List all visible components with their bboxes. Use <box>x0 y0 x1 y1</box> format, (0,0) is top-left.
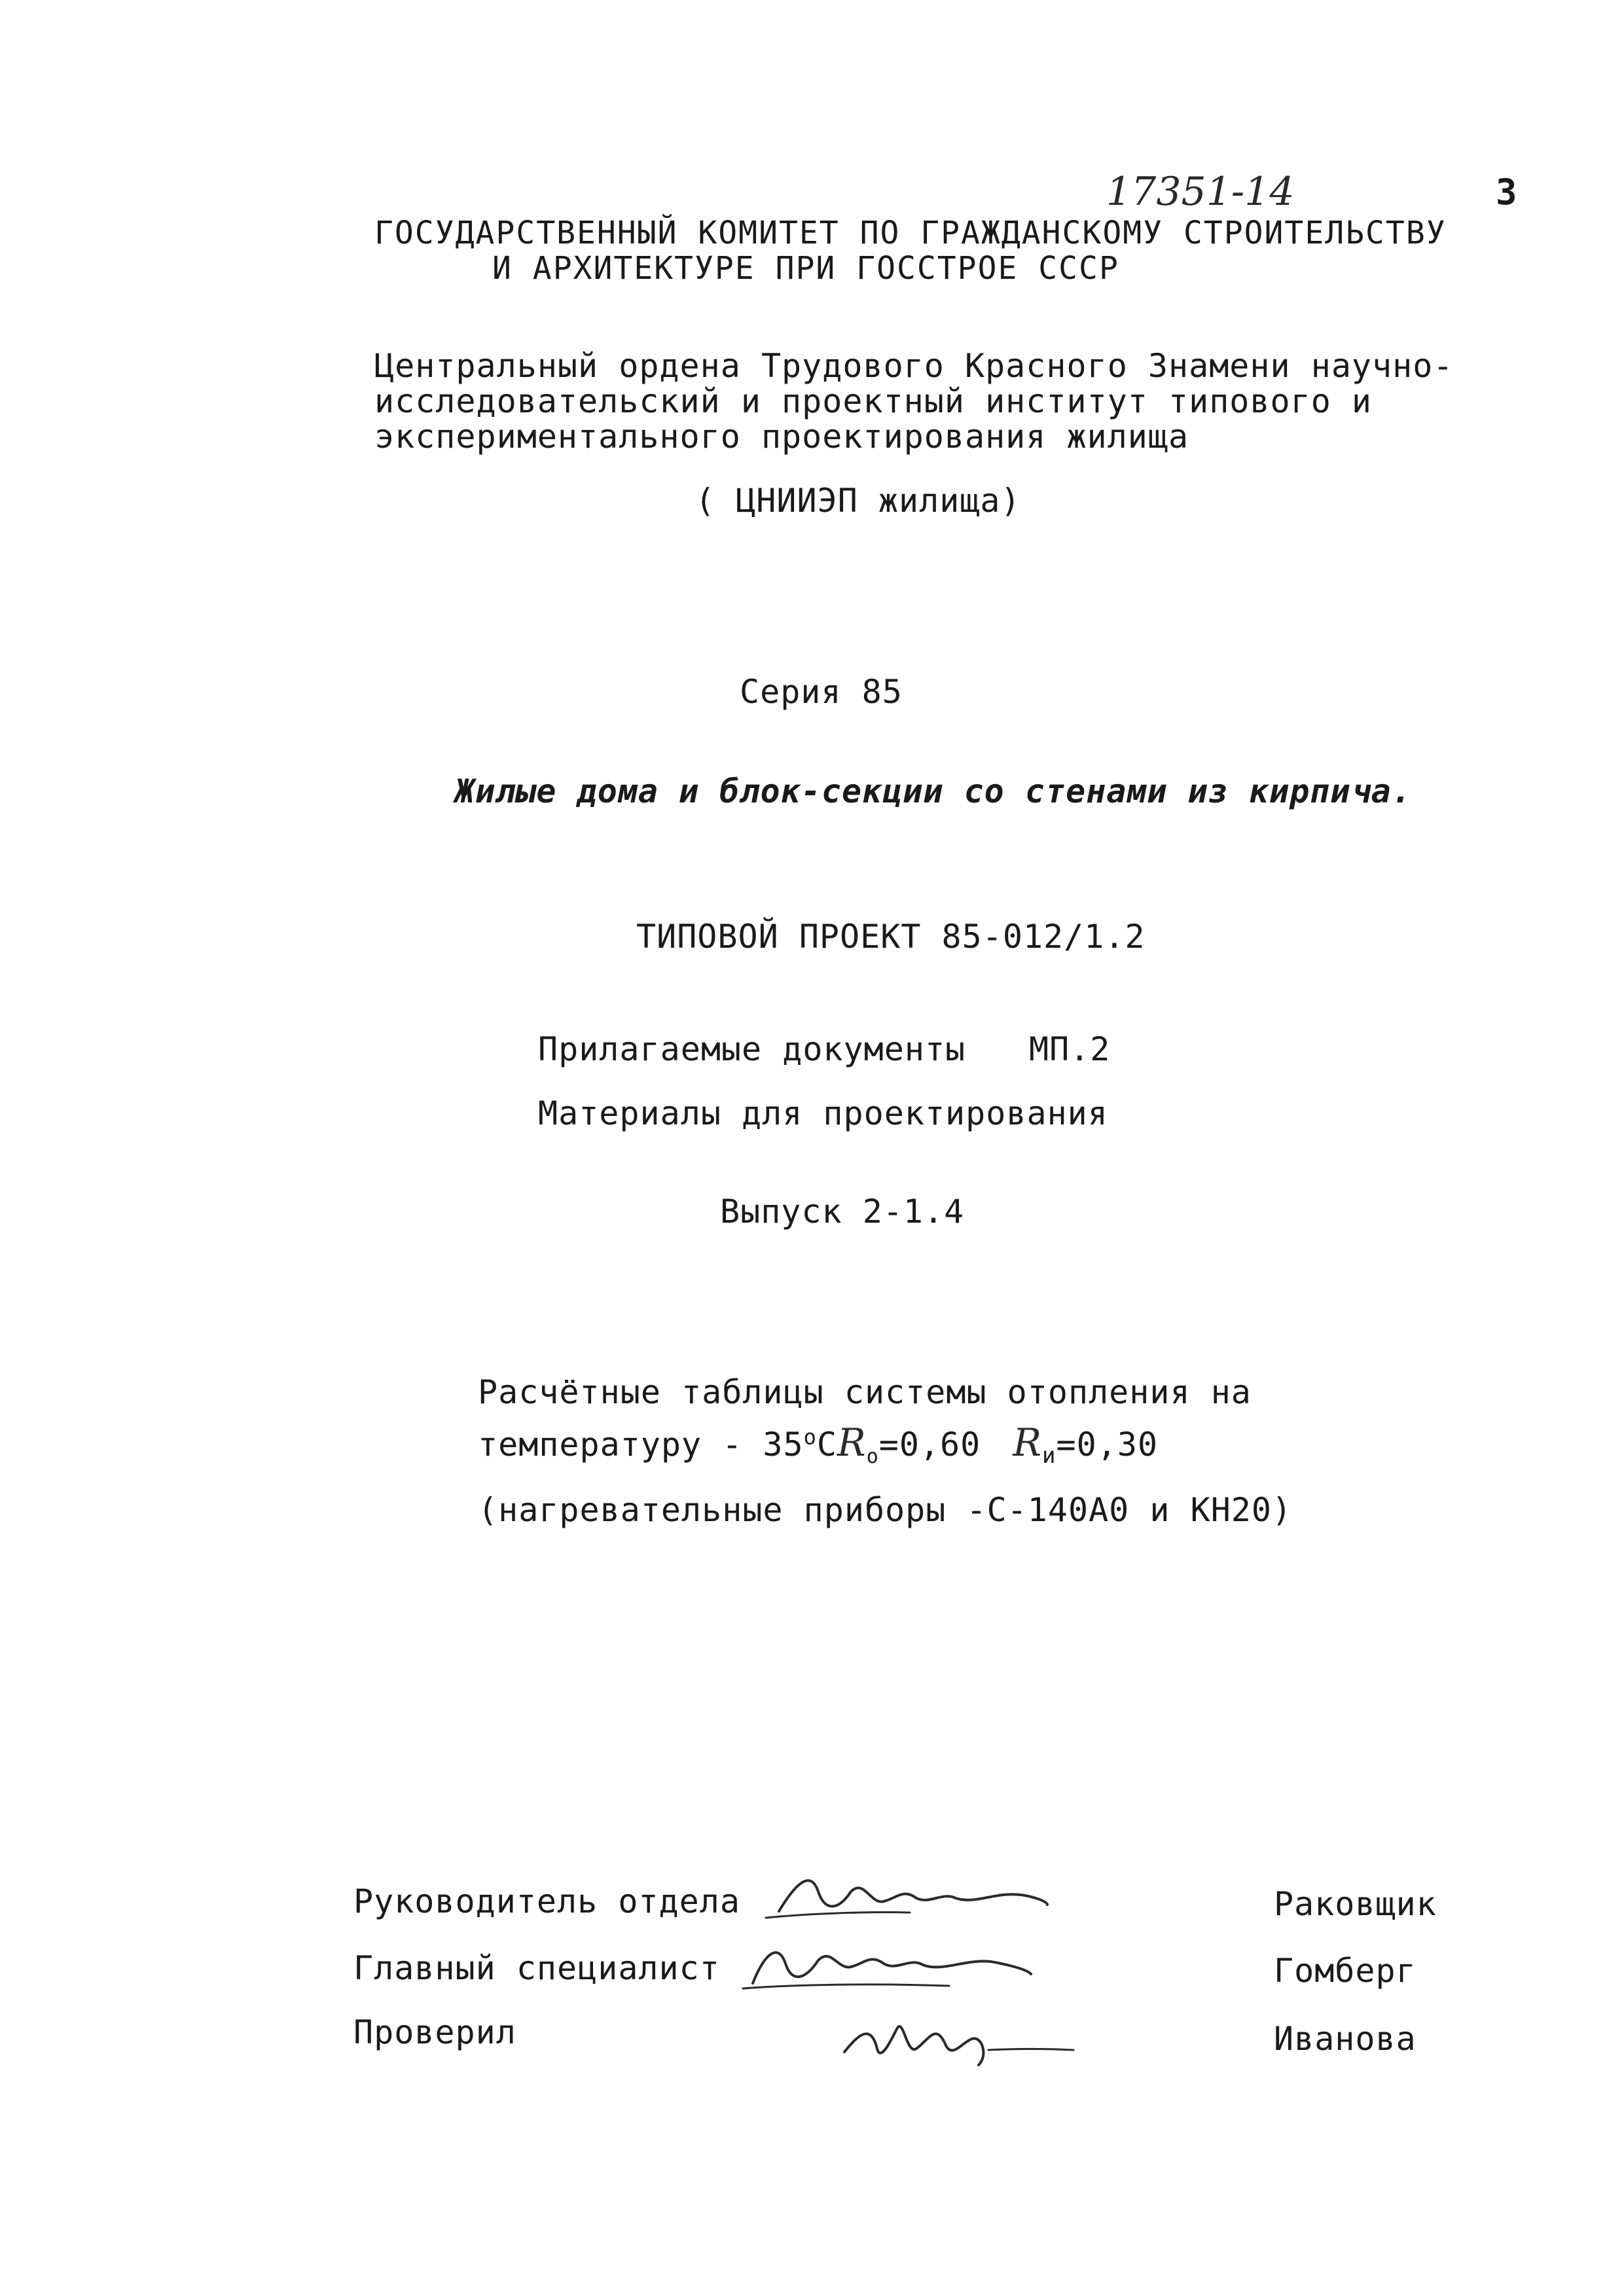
signature-name-1: Раковщик <box>1274 1885 1437 1923</box>
institute-abbreviation: ( ЦНИИЭП жилища) <box>695 482 1021 520</box>
description-line2 <box>478 1420 1158 1469</box>
handwritten-signature-1 <box>759 1865 1060 1931</box>
materials-label: Материалы для проектирования <box>538 1094 1108 1132</box>
committee-title-line1: ГОСУДАРСТВЕННЫЙ КОМИТЕТ ПО ГРАЖДАНСКОМУ СТРОИТЕЛЬСТВУ <box>374 215 1447 251</box>
signature-role-1: Руководитель отдела <box>353 1882 740 1920</box>
r0-subscript: о <box>866 1445 879 1468</box>
handwritten-registration-number: 17351-14 <box>1106 169 1295 215</box>
page-number: 3 <box>1496 171 1517 213</box>
r0-value: =0,60 <box>878 1426 981 1464</box>
ru-label: R <box>1013 1420 1043 1465</box>
issue-number: Выпуск 2-1.4 <box>720 1193 965 1231</box>
signature-name-2: Гомберг <box>1274 1952 1416 1990</box>
attached-documents-label: Прилагаемые документы <box>538 1030 966 1068</box>
signature-name-3: Иванова <box>1274 2020 1416 2058</box>
institute-line3: экспериментального проектирования жилища <box>374 418 1189 456</box>
signature-role-3: Проверил <box>353 2013 516 2051</box>
degree-sign: о <box>803 1424 817 1450</box>
institute-line1: Центральный ордена Трудового Красного Знамени научно- <box>374 347 1454 385</box>
ru-value: =0,30 <box>1056 1426 1159 1464</box>
handwritten-signature-3 <box>831 2003 1093 2075</box>
r0-label: R <box>837 1420 867 1465</box>
project-code: ТИПОВОЙ ПРОЕКТ 85-012/1.2 <box>636 918 1146 956</box>
institute-line2: исследовательский и проектный институт типового и <box>374 382 1373 420</box>
description-line1: Расчётные таблицы системы отопления на <box>478 1373 1252 1411</box>
series-title: Жилые дома и блок-секции со стенами из кирпича. <box>455 772 1412 810</box>
series-label: Серия 85 <box>740 673 903 711</box>
description-line3: (нагревательные приборы -С-140А0 и КН20) <box>478 1491 1293 1529</box>
temperature-text: температуру - 35 <box>478 1426 804 1464</box>
ru-subscript: и <box>1042 1443 1056 1469</box>
signature-role-2: Главный специалист <box>353 1949 720 1987</box>
celsius-unit: С <box>816 1426 838 1464</box>
committee-title-line2: И АРХИТЕКТУРЕ ПРИ ГОССТРОЕ СССР <box>492 250 1119 287</box>
handwritten-signature-2 <box>740 1931 1041 1996</box>
attached-documents-code: МП.2 <box>1029 1030 1111 1068</box>
